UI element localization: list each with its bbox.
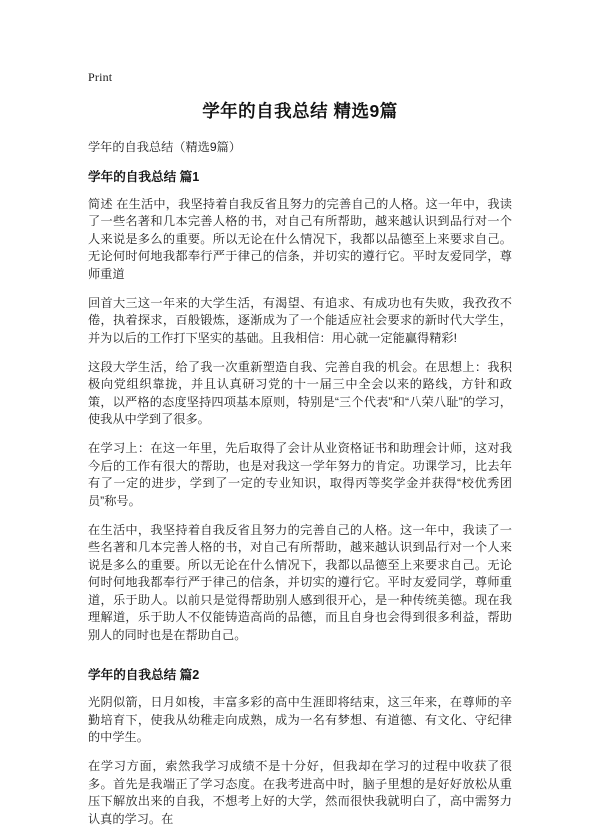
paragraph: 在生活中，我坚持着自我反省且努力的完善自己的人格。这一年中，我读了一些名著和几本完善人格的书，对自己有所帮助，越来越认识到品行对一个人来说是多么的重要。所以无论在什么情况下，我都以品德至上来要求自己。无论何时何地我都奉行严于律己的信条，并切实的遵行它。平时友爱同学，尊师重道，乐于助人。以前只是觉得帮助别人感到很开心，是一种传统美德。现在我理解道，乐于助人不仅能铸造高尚的品德，而且自身也会得到很多利益，帮助别人的同时也是在帮助自己。: [88, 522, 512, 642]
paragraph: 在学习方面，索然我学习成绩不是十分好，但我却在学习的过程中收获了很多。首先是我端正了学习态度。在我考进高中时，脑子里想的是好好放松从重压下解放出来的自我，不想考上好的大学，然而很快我就明白了，高中需努力认真的学习。在: [88, 759, 512, 826]
paragraph: 在学习上：在这一年里，先后取得了会计从业资格证书和助理会计师，这对我今后的工作有很大的帮助，也是对我这一学年努力的肯定。功课学习，比去年有了一定的进步，学到了一定的专业知识，取得丙等奖学金并获得“校优秀团员”称号。: [88, 441, 512, 508]
print-toolbar: [88, 68, 112, 84]
paragraph: 光阴似箭，日月如梭，丰富多彩的高中生涯即将结束，这三年来，在尊师的辛勤培育下，使我从幼稚走向成熟，成为一名有梦想、有道德、有文化、守纪律的中学生。: [88, 695, 512, 744]
paragraph: 回首大三这一年来的大学生活，有渴望、有追求、有成功也有失败，我孜孜不倦，执着探求，百般锻炼，逐渐成为了一个能适应社会要求的新时代大学生，并为以后的工作打下坚实的基础。且我相信：用心就一定能赢得精彩!: [88, 295, 512, 345]
document-body: [88, 99, 512, 828]
page-title: 学年的自我总结 精选9篇: [202, 101, 398, 121]
paragraph: 这段大学生活，给了我一次重新塑造自我、完善自我的机会。在思想上：我积极向党组织靠拢，并且认真研习党的十一届三中全会以来的路线，方针和政策，以严格的态度坚持四项基本原则，特别是“三个代表”和“八荣八耻”的学习，使我从中学到了很多。: [88, 359, 512, 426]
section-heading-1: 学年的自我总结 篇1: [88, 169, 200, 184]
print-link[interactable]: Print: [88, 70, 113, 84]
document-subtitle: 学年的自我总结（精选9篇）: [88, 140, 242, 154]
paragraph: 简述 在生活中，我坚持着自我反省且努力的完善自己的人格。这一年中，我读了一些名著和几本完善人格的书，对自己有所帮助，越来越认识到品行对一个人来说是多么的重要。所以无论在什么情况下，我都以品德至上来要求自己。无论何时何地我都奉行严于律己的信条，并切实的遵行它。平时友爱同学，尊师重道: [88, 196, 512, 281]
section-heading-2: 学年的自我总结 篇2: [88, 668, 200, 682]
